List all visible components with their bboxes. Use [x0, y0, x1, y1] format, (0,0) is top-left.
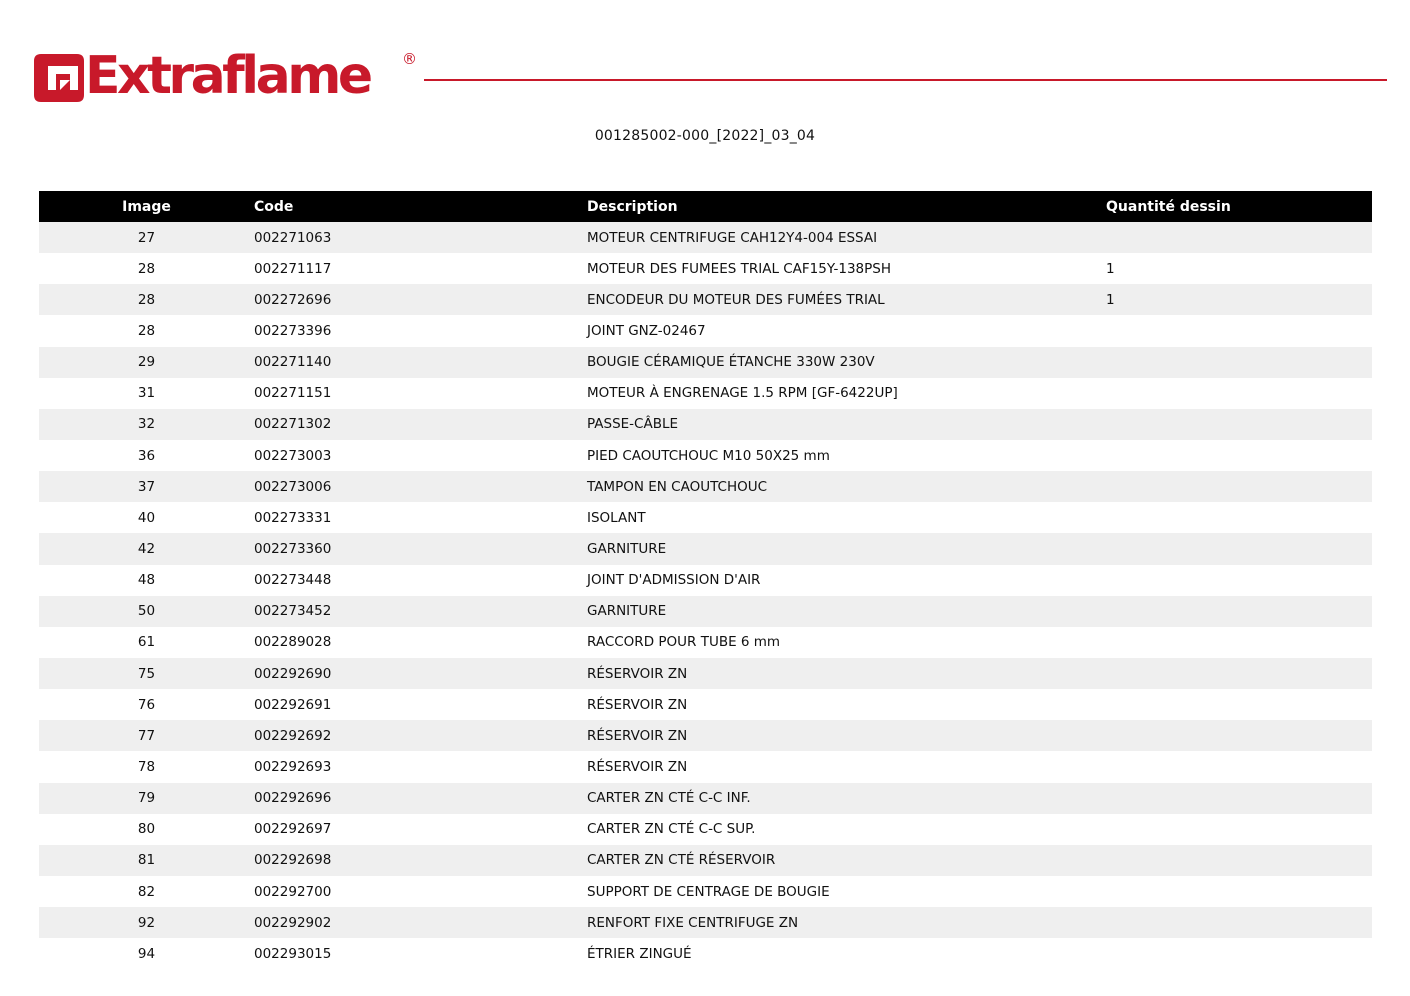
- table-row: [39, 222, 1372, 253]
- table-row: [39, 938, 1372, 969]
- table-header-row: [39, 191, 1372, 222]
- cell-image: 40: [39, 502, 254, 533]
- cell-quantity: [1106, 565, 1372, 596]
- cell-quantity: [1106, 751, 1372, 782]
- cell-image: 78: [39, 751, 254, 782]
- table-row: [39, 502, 1372, 533]
- extraflame-logo-icon: [34, 54, 84, 102]
- cell-description: RACCORD POUR TUBE 6 mm: [587, 627, 1106, 658]
- cell-quantity: [1106, 689, 1372, 720]
- cell-image: 92: [39, 907, 254, 938]
- cell-quantity: [1106, 938, 1372, 969]
- cell-quantity: [1106, 720, 1372, 751]
- cell-image: 79: [39, 783, 254, 814]
- cell-code: 002292693: [254, 751, 587, 782]
- cell-code: 002289028: [254, 627, 587, 658]
- cell-code: 002273448: [254, 565, 587, 596]
- brand-logo: [34, 46, 417, 106]
- cell-code: 002292692: [254, 720, 587, 751]
- cell-description: MOTEUR À ENGRENAGE 1.5 RPM [GF-6422UP]: [587, 378, 1106, 409]
- cell-quantity: [1106, 533, 1372, 564]
- cell-quantity: [1106, 814, 1372, 845]
- cell-quantity: [1106, 845, 1372, 876]
- column-header-description: Description: [587, 191, 1106, 222]
- cell-image: 28: [39, 253, 254, 284]
- cell-code: 002271151: [254, 378, 587, 409]
- cell-code: 002271063: [254, 222, 587, 253]
- cell-description: RÉSERVOIR ZN: [587, 720, 1106, 751]
- cell-quantity: [1106, 502, 1372, 533]
- table-body: [39, 222, 1372, 969]
- cell-image: 50: [39, 596, 254, 627]
- cell-image: 31: [39, 378, 254, 409]
- cell-quantity: [1106, 876, 1372, 907]
- table-row: [39, 907, 1372, 938]
- cell-description: BOUGIE CÉRAMIQUE ÉTANCHE 330W 230V: [587, 347, 1106, 378]
- cell-image: 75: [39, 658, 254, 689]
- table-row: [39, 876, 1372, 907]
- table-row: [39, 814, 1372, 845]
- cell-description: ISOLANT: [587, 502, 1106, 533]
- cell-code: 002273331: [254, 502, 587, 533]
- cell-code: 002293015: [254, 938, 587, 969]
- brand-name: Extraflame: [85, 46, 370, 106]
- cell-quantity: [1106, 596, 1372, 627]
- cell-description: PASSE-CÂBLE: [587, 409, 1106, 440]
- cell-code: 002273003: [254, 440, 587, 471]
- cell-description: ENCODEUR DU MOTEUR DES FUMÉES TRIAL: [587, 284, 1106, 315]
- cell-description: CARTER ZN CTÉ C-C SUP.: [587, 814, 1106, 845]
- cell-quantity: [1106, 409, 1372, 440]
- cell-quantity: [1106, 315, 1372, 346]
- cell-image: 28: [39, 284, 254, 315]
- cell-image: 80: [39, 814, 254, 845]
- cell-quantity: [1106, 907, 1372, 938]
- cell-quantity: 1: [1106, 253, 1372, 284]
- cell-code: 002273396: [254, 315, 587, 346]
- table-row: [39, 378, 1372, 409]
- table-row: [39, 440, 1372, 471]
- cell-description: GARNITURE: [587, 596, 1106, 627]
- cell-image: 77: [39, 720, 254, 751]
- column-header-image: Image: [39, 191, 254, 222]
- cell-quantity: [1106, 378, 1372, 409]
- cell-image: 32: [39, 409, 254, 440]
- cell-code: 002271117: [254, 253, 587, 284]
- cell-quantity: [1106, 222, 1372, 253]
- cell-code: 002272696: [254, 284, 587, 315]
- cell-description: JOINT GNZ-02467: [587, 315, 1106, 346]
- cell-description: CARTER ZN CTÉ C-C INF.: [587, 783, 1106, 814]
- cell-code: 002271302: [254, 409, 587, 440]
- cell-image: 48: [39, 565, 254, 596]
- page-header: [0, 0, 1410, 120]
- table-row: [39, 471, 1372, 502]
- cell-image: 29: [39, 347, 254, 378]
- cell-quantity: [1106, 347, 1372, 378]
- table-row: [39, 751, 1372, 782]
- cell-description: RENFORT FIXE CENTRIFUGE ZN: [587, 907, 1106, 938]
- cell-description: MOTEUR CENTRIFUGE CAH12Y4-004 ESSAI: [587, 222, 1106, 253]
- parts-table: [39, 191, 1372, 969]
- column-header-code: Code: [254, 191, 587, 222]
- cell-image: 42: [39, 533, 254, 564]
- cell-description: JOINT D'ADMISSION D'AIR: [587, 565, 1106, 596]
- table-row: [39, 347, 1372, 378]
- cell-description: RÉSERVOIR ZN: [587, 751, 1106, 782]
- cell-quantity: 1: [1106, 284, 1372, 315]
- cell-code: 002292696: [254, 783, 587, 814]
- table-row: [39, 845, 1372, 876]
- cell-code: 002292691: [254, 689, 587, 720]
- table-row: [39, 658, 1372, 689]
- cell-image: 28: [39, 315, 254, 346]
- table-row: [39, 689, 1372, 720]
- cell-image: 27: [39, 222, 254, 253]
- cell-quantity: [1106, 440, 1372, 471]
- cell-image: 36: [39, 440, 254, 471]
- cell-description: GARNITURE: [587, 533, 1106, 564]
- cell-image: 76: [39, 689, 254, 720]
- cell-code: 002292698: [254, 845, 587, 876]
- table-row: [39, 284, 1372, 315]
- cell-code: 002292690: [254, 658, 587, 689]
- cell-description: PIED CAOUTCHOUC M10 50X25 mm: [587, 440, 1106, 471]
- table-row: [39, 533, 1372, 564]
- cell-code: 002273452: [254, 596, 587, 627]
- cell-quantity: [1106, 627, 1372, 658]
- table-row: [39, 315, 1372, 346]
- cell-code: 002271140: [254, 347, 587, 378]
- cell-code: 002273006: [254, 471, 587, 502]
- cell-description: ÉTRIER ZINGUÉ: [587, 938, 1106, 969]
- table-row: [39, 783, 1372, 814]
- cell-code: 002292697: [254, 814, 587, 845]
- cell-image: 81: [39, 845, 254, 876]
- column-header-quantity: Quantité dessin: [1106, 191, 1372, 222]
- cell-code: 002292902: [254, 907, 587, 938]
- cell-code: 002292700: [254, 876, 587, 907]
- cell-description: SUPPORT DE CENTRAGE DE BOUGIE: [587, 876, 1106, 907]
- cell-quantity: [1106, 658, 1372, 689]
- cell-description: RÉSERVOIR ZN: [587, 658, 1106, 689]
- document-reference: 001285002-000_[2022]_03_04: [594, 128, 816, 144]
- table-row: [39, 253, 1372, 284]
- cell-image: 61: [39, 627, 254, 658]
- cell-quantity: [1106, 471, 1372, 502]
- cell-image: 94: [39, 938, 254, 969]
- cell-image: 37: [39, 471, 254, 502]
- table-row: [39, 596, 1372, 627]
- cell-image: 82: [39, 876, 254, 907]
- cell-description: TAMPON EN CAOUTCHOUC: [587, 471, 1106, 502]
- cell-description: RÉSERVOIR ZN: [587, 689, 1106, 720]
- cell-description: CARTER ZN CTÉ RÉSERVOIR: [587, 845, 1106, 876]
- cell-quantity: [1106, 783, 1372, 814]
- cell-code: 002273360: [254, 533, 587, 564]
- table-row: [39, 627, 1372, 658]
- registered-mark: ®: [402, 50, 417, 68]
- table-row: [39, 565, 1372, 596]
- table-row: [39, 409, 1372, 440]
- header-divider: [424, 79, 1387, 81]
- table-row: [39, 720, 1372, 751]
- cell-description: MOTEUR DES FUMEES TRIAL CAF15Y-138PSH: [587, 253, 1106, 284]
